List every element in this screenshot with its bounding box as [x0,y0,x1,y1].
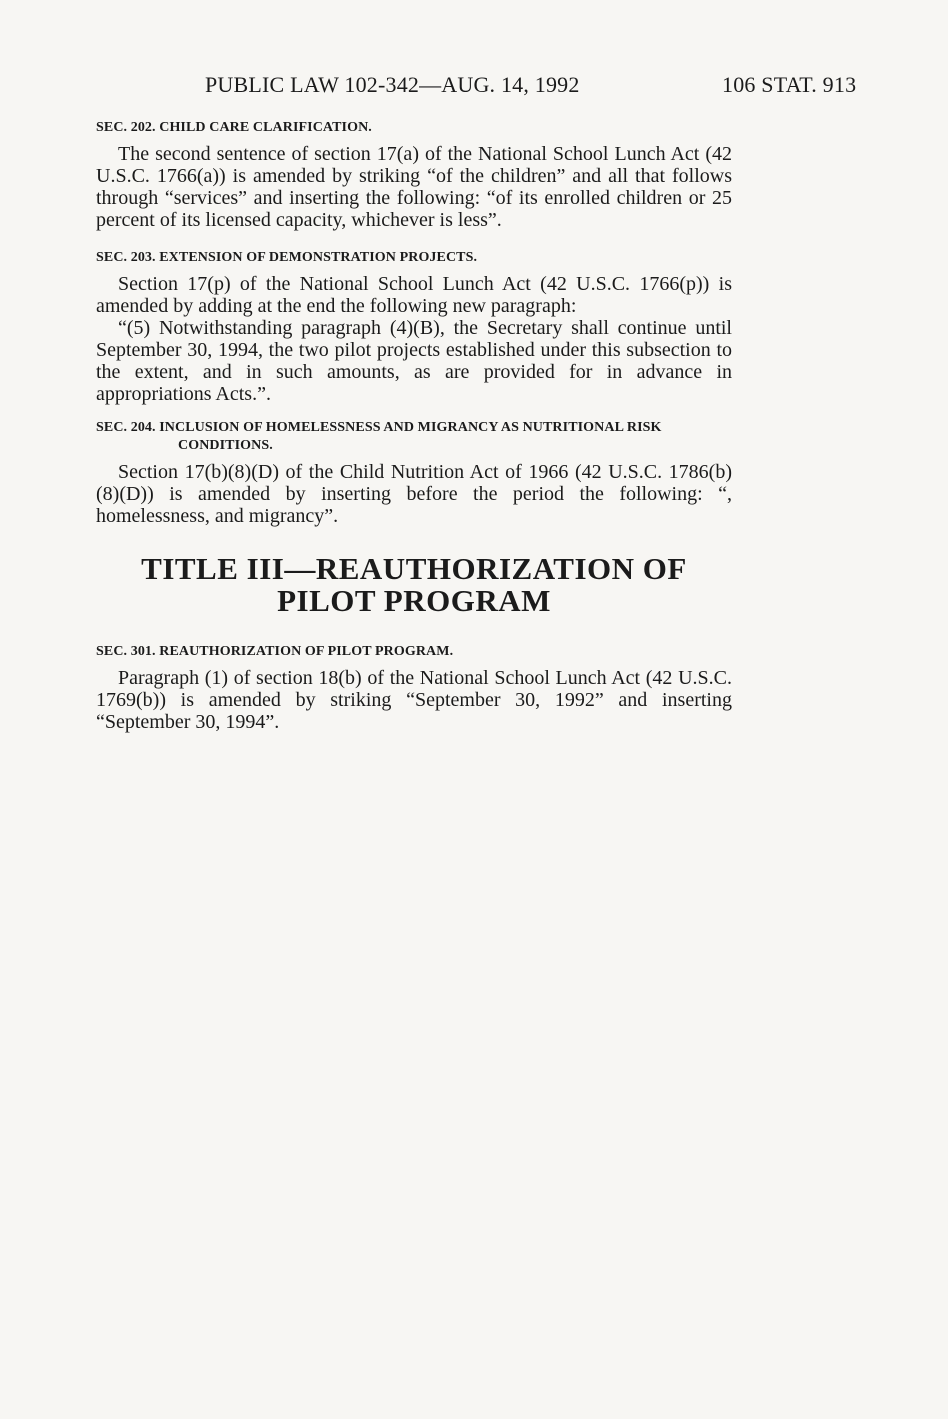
running-header [0,70,948,100]
quoted-paragraph: “(5) Notwithstanding paragraph (4)(B), the Secretary shall continue until September 30, 1994, the two pilot projects established under this subsection to the extent, and in such amounts, as are provided for in advance in appropriations Acts.”. [96,317,732,405]
section-301 [96,643,732,733]
section-text: Paragraph (1) of section 18(b) of the National School Lunch Act (42 U.S.C. 1769(b)) is amended by striking “September 30, 1992” and inserting “September 30, 1994”. [96,667,732,733]
running-title: PUBLIC LAW 102-342—AUG. 14, 1992 [205,72,580,97]
stat-page-number: 106 STAT. 913 [722,72,857,97]
title-heading [96,553,732,617]
section-text: Section 17(p) of the National School Lunch Act (42 U.S.C. 1766(p)) is amended by adding at the end the following new paragraph: [96,273,732,317]
document-body [96,119,732,733]
section-heading: SEC. 203. EXTENSION OF DEMONSTRATION PROJECTS. [96,250,478,265]
section-203 [96,249,732,405]
section-text: Section 17(b)(8)(D) of the Child Nutrition Act of 1966 (42 U.S.C. 1786(b)(8)(D)) is amended by inserting before the period the following: “, homelessness, and migrancy”. [96,461,732,527]
title-line-1: TITLE III—REAUTHORIZATION OF [141,551,687,586]
section-heading: SEC. 202. CHILD CARE CLARIFICATION. [96,120,372,135]
section-text: The second sentence of section 17(a) of the National School Lunch Act (42 U.S.C. 1766(a)) is amended by striking “of the children” and all that follows through “services” and inserting the following: “of its enrolled children or 25 percent of its licensed capacity, whichever is less”. [96,143,732,231]
title-line-2: PILOT PROGRAM [277,583,551,618]
section-204 [96,419,732,527]
section-202 [96,119,732,231]
section-heading: SEC. 301. REAUTHORIZATION OF PILOT PROGRAM. [96,644,454,659]
section-heading: SEC. 204. INCLUSION OF HOMELESSNESS AND MIGRANCY AS NUTRITIONAL RISK CONDITIONS. [96,420,662,453]
